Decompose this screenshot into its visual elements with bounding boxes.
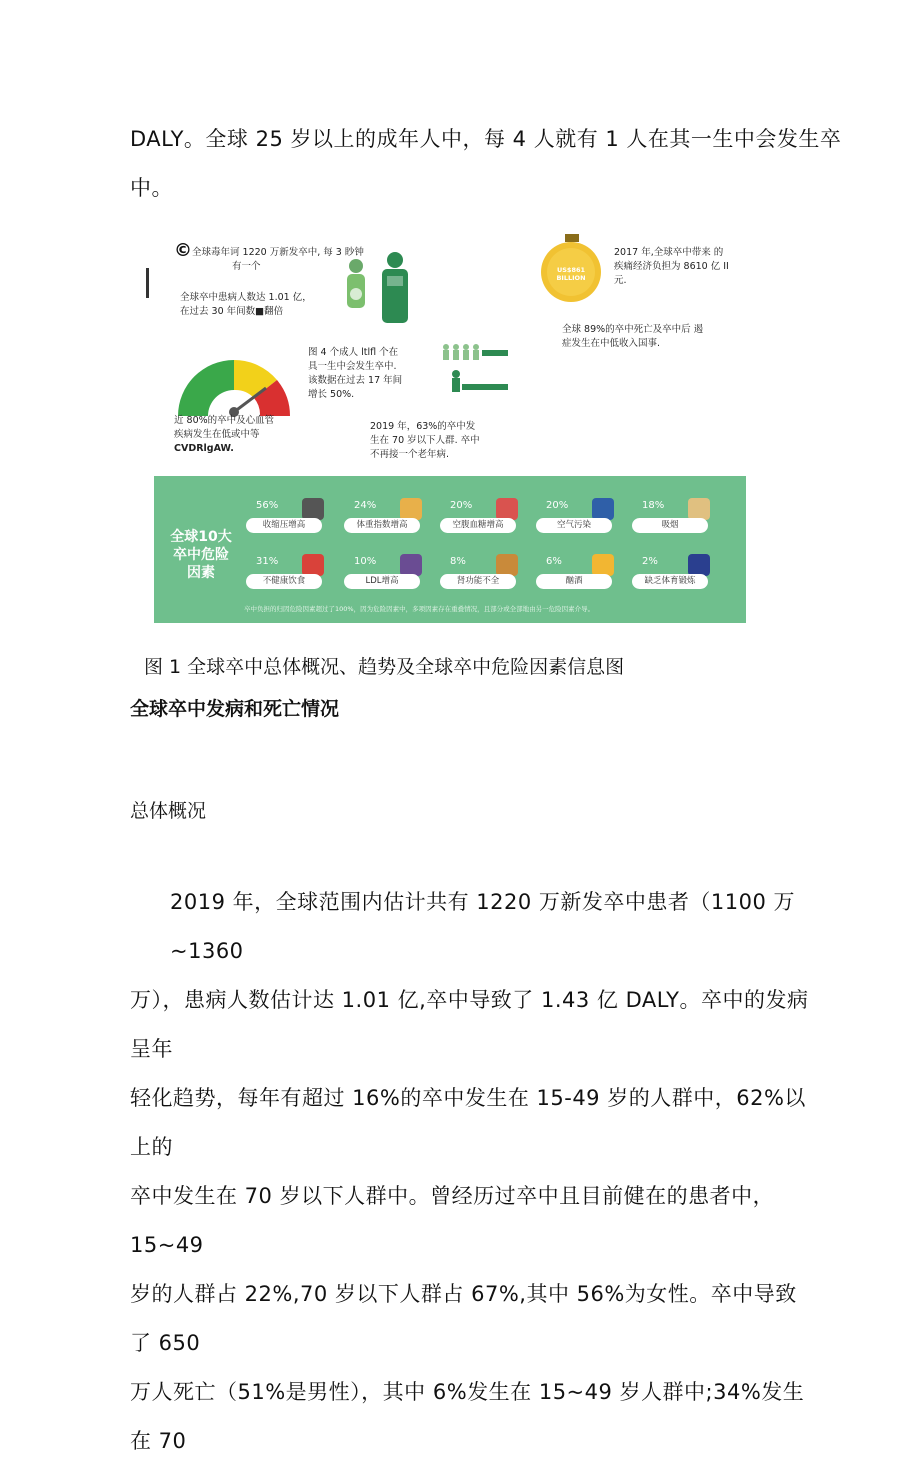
stat-under70-line-1: 2019 年，63%的卒中发 bbox=[370, 421, 476, 432]
panel-title-line-3: 因素 bbox=[187, 565, 215, 581]
risk-factor-label: 肾功能不全 bbox=[440, 574, 516, 589]
risk-factor-item bbox=[536, 498, 632, 538]
panel-title-line-1: 全球10大 bbox=[170, 529, 232, 545]
stat-lifetime-line-2: 具一生中会发生卒中. bbox=[308, 361, 397, 372]
stat-lifetime-line-3: 该数据在过去 17 年间 bbox=[308, 375, 403, 386]
risk-factor-item bbox=[536, 554, 632, 594]
body-line-1: 2019 年，全球范围内估计共有 1220 万新发卒中患者（1100 万~1360 bbox=[170, 890, 796, 963]
risk-factor-label: 收缩压增高 bbox=[246, 518, 322, 533]
sofa-icon bbox=[688, 554, 710, 576]
stat-economic-line-1: 2017 年,全球卒中带来 的 bbox=[614, 247, 724, 258]
population-bars-icon bbox=[440, 342, 514, 400]
risk-factor-percent: 20% bbox=[450, 500, 473, 511]
person-icon bbox=[400, 498, 422, 520]
stat-cvd-line-3: CVDRlgAW. bbox=[174, 443, 234, 454]
panel-title bbox=[166, 528, 236, 582]
risk-factor-label: 空腹血糖增高 bbox=[440, 518, 516, 533]
stat-new-cases bbox=[192, 246, 364, 274]
intro-line-1: DALY。全球 25 岁以上的成年人中，每 4 人就有 1 人在其一生中会发生卒 bbox=[130, 127, 842, 151]
stat-prevalence-line-2: 在过去 30 年间数■翻倍 bbox=[180, 306, 284, 317]
risk-factor-percent: 20% bbox=[546, 500, 569, 511]
body-line-4: 卒中发生在 70 岁以下人群中。曾经历过卒中且目前健在的患者中，15~49 bbox=[130, 1184, 775, 1257]
subheading: 总体概况 bbox=[130, 800, 207, 822]
people-icon bbox=[340, 252, 420, 332]
stat-lifetime-line-1: 图 4 个成人 ltlfl 个在 bbox=[308, 347, 399, 358]
section-heading: 全球卒中发病和死亡情况 bbox=[130, 698, 340, 720]
risk-factor-panel bbox=[154, 476, 746, 623]
stat-deaths-line-1: 全球 89%的卒中死亡及卒中后 遏 bbox=[562, 324, 704, 335]
panel-footnote: 卒中负担的归因危险因素超过了100%，因为危险因素中，多项因素存在重叠情况，且部分或全部地由另一危险因素介导。 bbox=[244, 605, 595, 613]
body-line-5: 岁的人群占 22%,70 岁以下人群占 67%,其中 56%为女性。卒中导致了 650 bbox=[130, 1282, 797, 1355]
risk-factor-item bbox=[440, 498, 536, 538]
stat-cvd-line-2: 疾病发生在低或中等 bbox=[174, 429, 260, 440]
stat-economic-burden bbox=[614, 246, 729, 288]
risk-factor-percent: 8% bbox=[450, 556, 466, 567]
gauge-icon bbox=[496, 498, 518, 520]
edge-mark bbox=[146, 268, 155, 298]
body-line-6: 万人死亡（51%是男性），其中 6%发生在 15~49 岁人群中;34%发生在 70 bbox=[130, 1380, 805, 1453]
risk-factor-percent: 2% bbox=[642, 556, 658, 567]
beer-icon bbox=[592, 554, 614, 576]
cigarette-icon bbox=[688, 498, 710, 520]
body-paragraph bbox=[130, 878, 810, 1466]
figure-caption: 图 1 全球卒中总体概况、趋势及全球卒中危险因素信息图 bbox=[144, 656, 625, 678]
stat-under70-line-3: 不再接一个老年病. bbox=[370, 449, 450, 460]
stat-deaths-lmic bbox=[562, 323, 703, 351]
fries-icon bbox=[302, 554, 324, 576]
risk-factor-percent: 31% bbox=[256, 556, 279, 567]
stat-economic-line-2: 疾痛经济负担为 8610 亿 II bbox=[614, 261, 729, 272]
stat-new-cases-line-1: 全球毒年诃 1220 万新发卒中, 每 3 眇钟 bbox=[192, 247, 364, 258]
risk-factor-item bbox=[344, 498, 440, 538]
risk-factor-label: 吸烟 bbox=[632, 518, 708, 533]
stat-cvd-lmic bbox=[174, 414, 274, 456]
risk-factor-label: 不健康饮食 bbox=[246, 574, 322, 589]
kidney-icon bbox=[496, 554, 518, 576]
risk-factor-item bbox=[440, 554, 536, 594]
stat-lifetime-risk bbox=[308, 346, 402, 402]
stat-under-70 bbox=[370, 420, 480, 462]
risk-factor-label: 空气污染 bbox=[536, 518, 612, 533]
stat-under70-line-2: 生在 70 岁以下人群. 卒中 bbox=[370, 435, 480, 446]
panel-title-line-2: 卒中危险 bbox=[173, 547, 229, 563]
risk-factor-item bbox=[632, 554, 728, 594]
risk-factor-label: 体重指数增高 bbox=[344, 518, 420, 533]
risk-factor-item bbox=[632, 498, 728, 538]
risk-factor-item bbox=[246, 554, 342, 594]
cholesterol-icon bbox=[400, 554, 422, 576]
stat-cvd-line-1: 近 80%的卒中及心血管 bbox=[174, 415, 275, 426]
risk-factor-label: LDL增高 bbox=[344, 574, 420, 589]
body-line-3: 轻化趋势，每年有超过 16%的卒中发生在 15-49 岁的人群中，62%以上的 bbox=[130, 1086, 806, 1159]
risk-factor-percent: 24% bbox=[354, 500, 377, 511]
stat-lifetime-line-4: 增长 50%. bbox=[308, 389, 355, 400]
body-line-2: 万），患病人数估计达 1.01 亿,卒中导致了 1.43 亿 DALY。卒中的发病呈年 bbox=[130, 988, 809, 1061]
risk-factor-percent: 6% bbox=[546, 556, 562, 567]
copyright-icon: © bbox=[174, 240, 192, 261]
risk-factor-percent: 10% bbox=[354, 556, 377, 567]
risk-factor-item bbox=[344, 554, 440, 594]
risk-factor-percent: 56% bbox=[256, 500, 279, 511]
risk-factor-percent: 18% bbox=[642, 500, 665, 511]
gauge-chart-icon bbox=[174, 346, 294, 420]
stat-economic-line-3: 元. bbox=[614, 275, 627, 286]
stat-new-cases-line-2: 有一个 bbox=[232, 261, 261, 272]
blood-pressure-icon bbox=[302, 498, 324, 520]
stat-prevalence bbox=[180, 291, 312, 319]
coin-label: US$861 BILLION bbox=[556, 266, 586, 282]
risk-factor-label: 缺乏体育锻炼 bbox=[632, 574, 708, 589]
intro-line-2: 中。 bbox=[130, 176, 173, 200]
stat-deaths-line-2: 症发生在中低收入国事. bbox=[562, 338, 661, 349]
factory-icon bbox=[592, 498, 614, 520]
risk-factor-label: 酗酒 bbox=[536, 574, 612, 589]
stat-prevalence-line-1: 全球卒中患病人数达 1.01 亿， bbox=[180, 292, 312, 303]
risk-factor-item bbox=[246, 498, 342, 538]
